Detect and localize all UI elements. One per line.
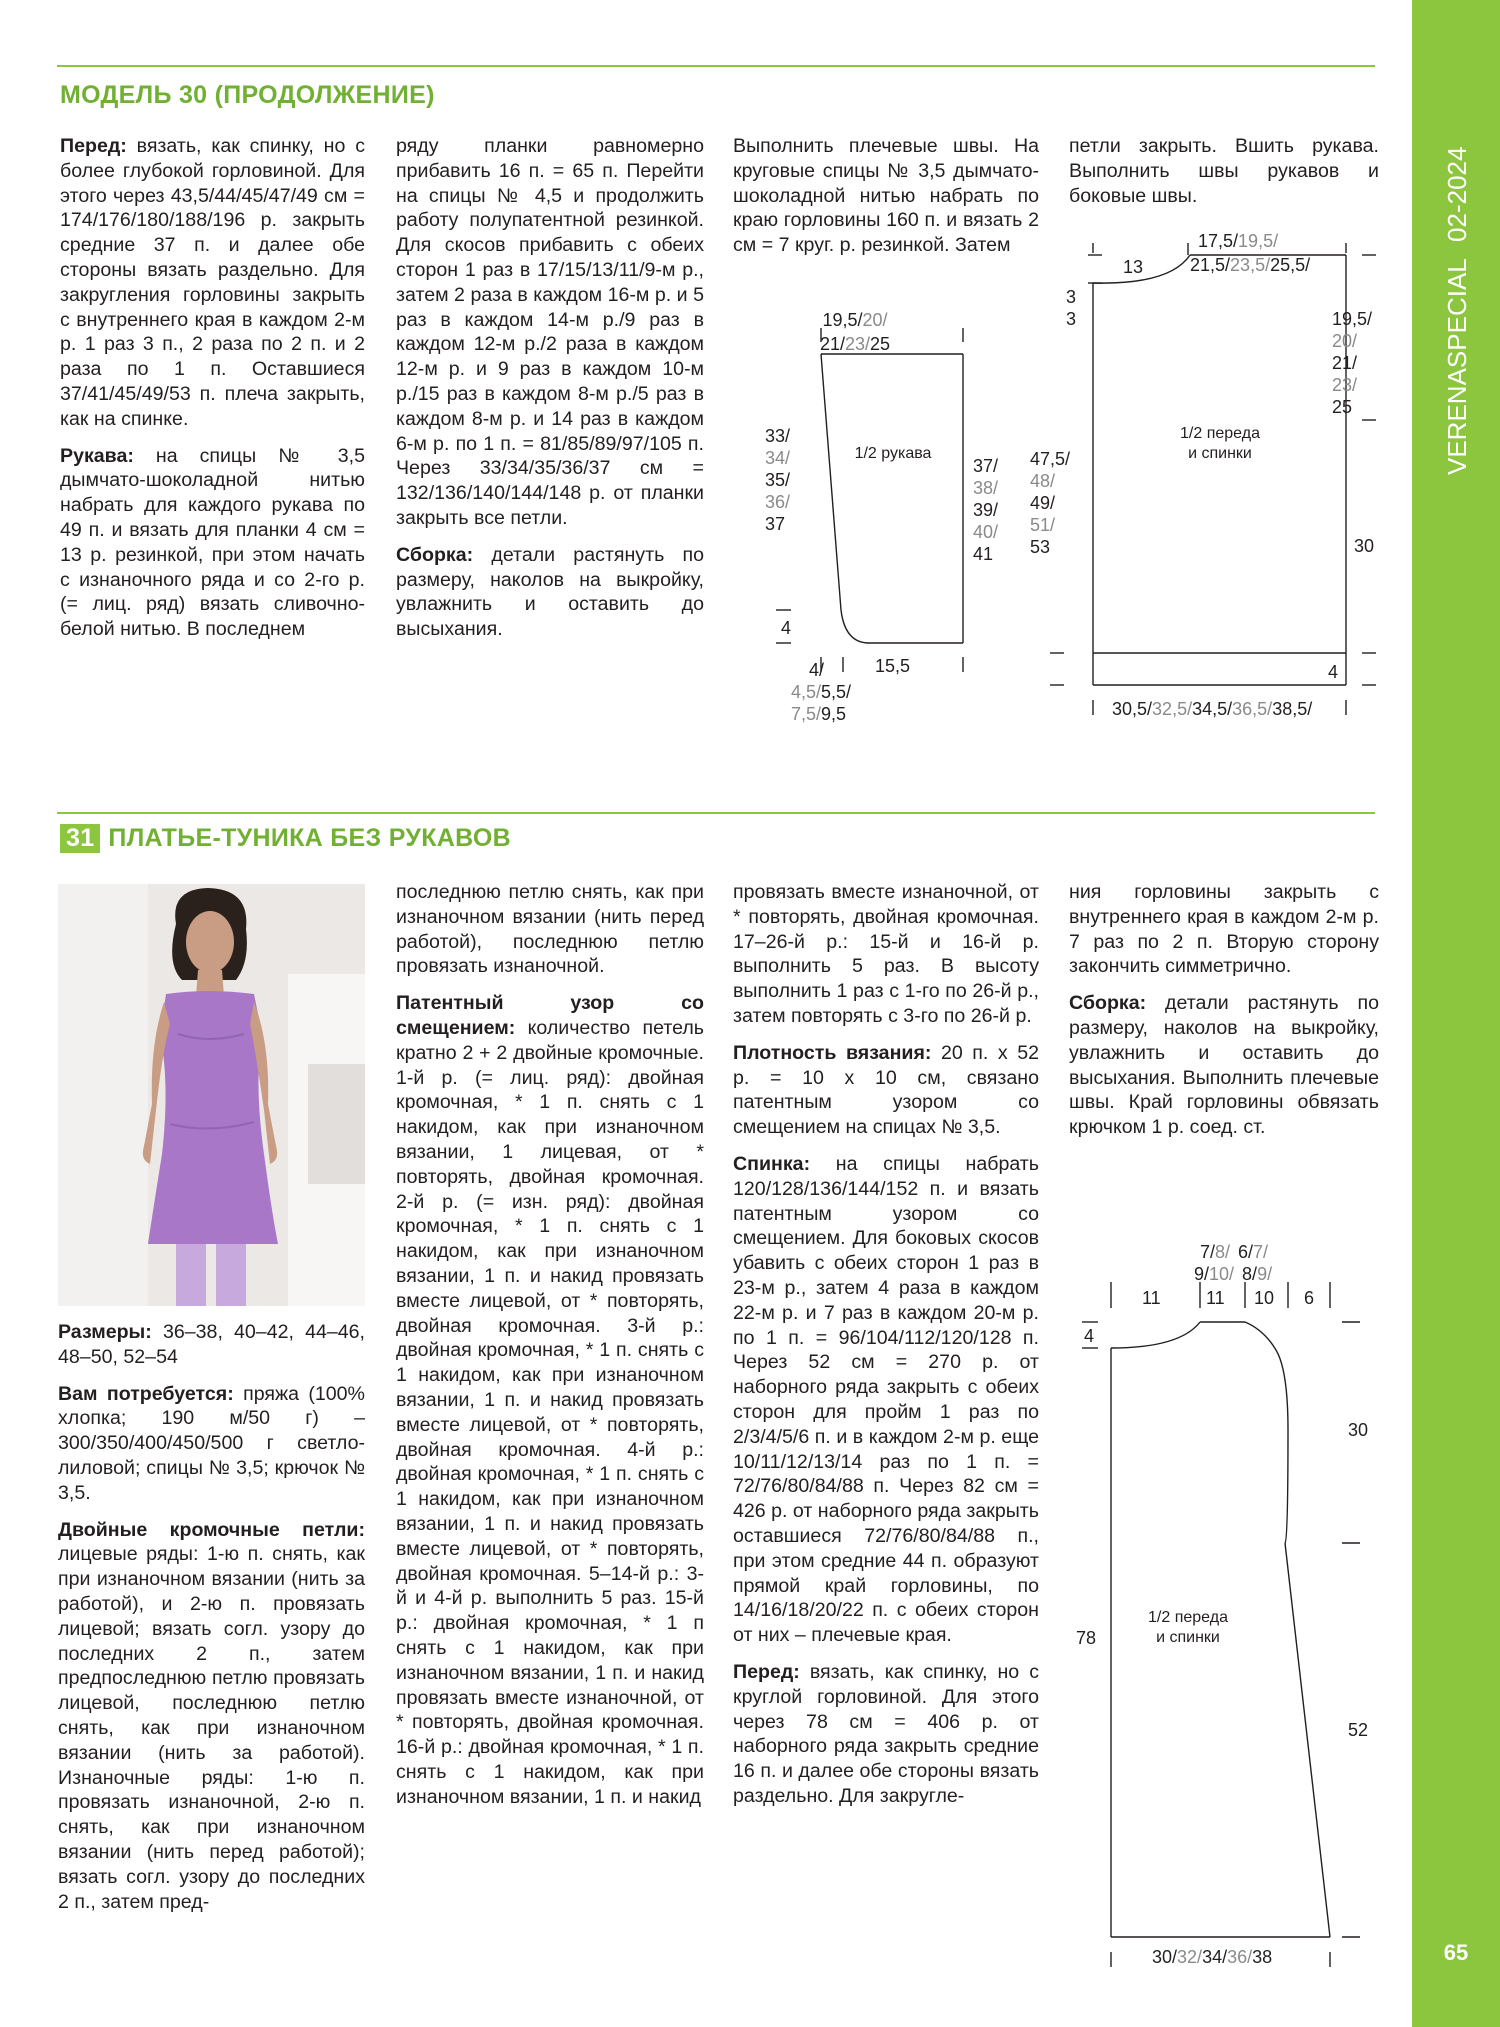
paragraph-text: 36–38, 40–42, 44–46, 48–50, 52–54	[58, 1321, 365, 1368]
svg-text:19,5/20/	[822, 310, 887, 330]
paragraph-heading: Перед:	[60, 135, 127, 157]
paragraph-heading: Рукава:	[60, 444, 134, 467]
body-right-size: 21/	[1332, 353, 1358, 373]
svg-text:30/32/34/36/38	[1152, 1947, 1272, 1967]
paragraph	[733, 1660, 1039, 1809]
sleeve-right-size: 37/	[973, 456, 999, 476]
paragraph-text: последнюю петлю снять, как при изнаночном вязании (нить перед работой), последнюю петлю провязать изнаночной.	[396, 881, 704, 978]
sleeve-top-val-5: 25	[870, 334, 891, 354]
sleeve-left-size: 36/	[765, 492, 791, 512]
brand-name: VERENASPECIAL	[1442, 259, 1472, 475]
paragraph	[1069, 134, 1379, 208]
body-label-1: 1/2 переда	[1180, 425, 1260, 442]
paragraph-text: ряду планки равномерно прибавить 16 п. = 65 п. Перейти на спицы № 4,5 и продолжить работу полупатентной резинкой. Для скосов прибавить с обеих сторон 1 раз в 17/15/13/11/9-м р., затем 2 раза в каждом 16-м р. и 5 раз в каждом 14-м р./9 раз в каждом 12-м р./2 раза в каждом 12-м р. и 9 раз в каждом 10-м р./15 раз в каждом 8-м р./5 раз в каждом 8-м р. и 14 раз в каждом 6-м р. по 1 п. = 81/85/89/97/105 п. Через 33/34/35/36/37 см = 132/136/140/144/148 р. от планки закрыть все петли.	[396, 135, 704, 529]
paragraph	[1069, 880, 1379, 979]
paragraph	[60, 134, 365, 432]
dress-right-lower: 52	[1348, 1720, 1369, 1740]
paragraph	[396, 991, 704, 1809]
body-left-size: 49/	[1030, 493, 1056, 513]
body-bottom-b: 32,5/	[1152, 699, 1193, 719]
dress-schematic	[1070, 1240, 1400, 1970]
sleeve-bottom-left-3a: 7,5/	[791, 704, 822, 724]
model31-column-1	[58, 1320, 365, 1926]
paragraph-text: вязать, как спинку, но с более глубокой горловиной. Для этого через 43,5/44/45/47/49 см = 174/176/180/188/196 р. закрыть средние 37 п. и далее обе стороны вязать раздельно. Для закругления горловины закрыть с внутреннего края в каждом 2-м р. 1 раз 3 п., 2 раза по 2 п. и 2 раза по 1 п. Оставшиеся 37/41/45/49/53 п. плеча закрыть, как на спинке.	[60, 135, 365, 430]
body-neck-depth-2: 3	[1066, 309, 1077, 329]
body-top-r1a: 17,5/	[1198, 231, 1239, 251]
sleeve-bottom-left-2b: 5,5/	[821, 682, 852, 702]
paragraph-text: 20 п. х 52 р. = 10 х 10 см, связано патентным узором со смещением на спицах № 3,5.	[733, 1041, 1039, 1139]
sleeve-top-val-1: 19,5/	[822, 310, 863, 330]
paragraph	[733, 1152, 1039, 1648]
body-left-size: 47,5/	[1030, 449, 1071, 469]
dress-label-1: 1/2 переда	[1148, 1609, 1228, 1626]
paragraph-text: провязать вместе изнаночной, от * повторять, двойная кромочная. 17–26-й р.: 15-й и 16-й р. выполнить 5 раз. В высоту выполнить 1 раз с 1-го по 26-й р., затем повторять с 3-го по 26-й р.	[733, 881, 1039, 1027]
dress-top-10: 10	[1254, 1288, 1275, 1308]
body-top-r2a: 21,5/	[1190, 255, 1231, 275]
paragraph-heading: Патентный узор со смещением:	[396, 992, 704, 1039]
sleeve-left-size: 37	[765, 514, 786, 534]
paragraph-text: детали растянуть по размеру, наколов на выкройку, увлажнить и оставить до высыхания. Выполнить плечевые швы. Край горловины обвязать крючком 1 р. соед. ст.	[1069, 992, 1379, 1139]
mid-divider	[57, 812, 1375, 814]
paragraph-text: ния горловины закрыть с внутреннего края в каждом 2-м р. 7 раз по 2 п. Вторую сторону закончить симметрично.	[1069, 881, 1379, 978]
body-top-r2c: 25,5/	[1270, 255, 1311, 275]
dress-bottom-d: 36/	[1227, 1947, 1253, 1967]
sleeve-left-size: 34/	[765, 448, 791, 468]
sleeve-left-edge	[821, 354, 841, 610]
body-neck-depth-1: 3	[1066, 287, 1077, 307]
paragraph-text: детали растянуть по размеру, наколов на выкройку, увлажнить и оставить до высыхания.	[396, 543, 704, 641]
paragraph	[733, 134, 1039, 258]
dress-right-upper: 30	[1348, 1420, 1369, 1440]
section-title: МОДЕЛЬ 30 (ПРОДОЛЖЕНИЕ)	[60, 81, 435, 109]
paragraph	[58, 1382, 365, 1506]
paragraph-heading: Перед:	[733, 1660, 800, 1683]
model30-column-2	[396, 134, 704, 654]
paragraph-heading: Размеры:	[58, 1321, 152, 1343]
paragraph	[1069, 991, 1379, 1140]
model-number-badge: 31	[60, 824, 100, 853]
body-bottom-d: 36,5/	[1232, 699, 1273, 719]
svg-text:7/8/6/7/	[1200, 1242, 1268, 1262]
svg-text:VERENASPECIAL 02-2024	[1442, 147, 1472, 475]
dress-top-11b: 11	[1206, 1288, 1225, 1308]
body-left-size: 48/	[1030, 471, 1056, 491]
dress-armhole	[1245, 1322, 1288, 1543]
sleeve-right-size: 40/	[973, 522, 999, 542]
dress-top-2c: 8/	[1242, 1264, 1258, 1284]
paragraph	[396, 134, 704, 531]
body-right-lower: 30	[1354, 536, 1375, 556]
paragraph-text: на спицы набрать 120/128/136/144/152 п. и вязать патентным узором со смещением. Для боковых скосов убавить с обеих сторон 1 раз в 23-м р., затем 4 раза в каждом 22-м р. и 7 раз в каждом 20-м р. по 1 п. = 96/104/112/120/128 п. Через 52 см = 270 р. от наборного ряда закрыть с обеих сторон для пройм 1 раз по 2/3/4/5/6 п. и в каждом 2-м р. еще 10/11/12/13/14 раз по 1 п. = 72/76/80/84/88 п. Через 82 см = 426 р. от наборного ряда закрыть оставшиеся 72/76/80/84/88 п., при этом средние 44 п. образуют прямой край горловины, по 14/16/18/20/22 п. с обеих сторон от них – плечевые края.	[733, 1152, 1039, 1647]
top-divider	[57, 65, 1375, 67]
dress-label-2: и спинки	[1156, 1629, 1220, 1646]
model30-column-1	[60, 134, 365, 654]
body-bottom-a: 30,5/	[1112, 699, 1153, 719]
page-number: 65	[1443, 1940, 1469, 1965]
paragraph	[396, 543, 704, 642]
paragraph-heading: Спинка:	[733, 1152, 811, 1175]
body-schematic	[1020, 225, 1390, 730]
svg-text:4,5/5,5/	[791, 682, 851, 702]
model30-column-3	[733, 134, 1039, 270]
dress-top-6: 6	[1304, 1288, 1315, 1308]
paragraph-text: на спицы № 3,5 дымчато-шоколадной нитью набрать для каждого рукава по 49 п. и вязать для планки 4 см = 13 р. резинкой, при этом начать с изнаночного ряда и со 2-го р. (= лиц. ряд) вязать сливочно-белой нитью. В последнем	[60, 444, 365, 641]
sleeve-cuff-curve	[841, 610, 869, 643]
svg-text:21,5/23,5/25,5/	[1190, 255, 1310, 275]
dress-top-1d: 7/	[1253, 1242, 1269, 1262]
paragraph-text: вязать, как спинку, но с круглой горловиной. Для этого через 78 см = 406 р. от наборного ряда закрыть средние 16 п. и далее обе стороны вязать раздельно. Для закругле-	[733, 1660, 1039, 1807]
body-left-size: 51/	[1030, 515, 1056, 535]
body-label-2: и спинки	[1188, 445, 1252, 462]
model-photo	[58, 884, 365, 1306]
body-bottom-e: 38,5/	[1272, 699, 1313, 719]
body-top-left: 13	[1123, 257, 1144, 277]
dress-bottom-b: 32/	[1177, 1947, 1203, 1967]
paragraph	[60, 444, 365, 642]
sleeve-right-size: 39/	[973, 500, 999, 520]
dress-neck-depth: 4	[1084, 1326, 1095, 1346]
paragraph-text: пряжа (100% хлопка; 190 м/50 г) – 300/350/400/450/500 г светло-лиловой; спицы № 3,5; крючок № 3,5.	[58, 1382, 365, 1504]
model31-column-3	[733, 880, 1039, 1821]
body-top-r1b: 19,5/	[1238, 231, 1279, 251]
dress-top-2d: 9/	[1257, 1264, 1273, 1284]
dress-side-edge	[1285, 1543, 1330, 1937]
body-top-r2b: 23,5/	[1230, 255, 1271, 275]
model31-column-4	[1069, 880, 1379, 1152]
dress-top-1a: 7/	[1200, 1242, 1216, 1262]
sleeve-bottom-right: 15,5	[875, 656, 911, 676]
svg-text:9/10/8/9/	[1194, 1264, 1272, 1284]
paragraph	[733, 880, 1039, 1029]
dress-top-11a: 11	[1142, 1288, 1161, 1308]
paragraph-heading: Плотность вязания:	[733, 1041, 932, 1064]
dress-top-1b: 8/	[1215, 1242, 1231, 1262]
svg-text:17,5/19,5/	[1198, 231, 1278, 251]
svg-text:30,5/32,5/34,5/36,5/38,5/	[1112, 699, 1312, 719]
body-right-size: 20/	[1332, 331, 1358, 351]
paragraph-text: петли закрыть. Вшить рукава. Выполнить швы рукавов и боковые швы.	[1069, 135, 1379, 207]
svg-text:7,5/9,5	[791, 704, 846, 724]
paragraph-heading: Вам потребуется:	[58, 1382, 234, 1405]
dress-bottom-e: 38	[1252, 1947, 1273, 1967]
paragraph-heading: Сборка:	[1069, 992, 1147, 1015]
dress-left-length: 78	[1076, 1628, 1097, 1648]
sleeve-bottom-left-3b: 9,5	[821, 704, 847, 724]
sleeve-left-size: 33/	[765, 426, 791, 446]
sleeve-cuff-height: 4	[781, 618, 792, 638]
sleeve-top-val-3: 21/	[819, 334, 845, 354]
sleeve-right-size: 41	[973, 544, 994, 564]
paragraph	[58, 1518, 365, 1915]
body-right-size: 23/	[1332, 375, 1358, 395]
dress-bottom-c: 34/	[1202, 1947, 1228, 1967]
body-hem: 4	[1328, 662, 1339, 682]
sleeve-bottom-left-2a: 4,5/	[791, 682, 822, 702]
issue-number: 02-2024	[1442, 146, 1472, 242]
dress-bottom-a: 30/	[1152, 1947, 1178, 1967]
sleeve-label: 1/2 рукава	[854, 445, 932, 462]
dress-neckline	[1111, 1322, 1200, 1348]
body-bottom-c: 34,5/	[1192, 699, 1233, 719]
sleeve-bottom-left-1: 4/	[809, 660, 825, 680]
dress-top-2b: 10/	[1209, 1264, 1235, 1284]
body-right-size: 19,5/	[1332, 309, 1373, 329]
paragraph-text: Выполнить плечевые швы. На круговые спицы № 3,5 дымчато-шоколадной нитью набрать по краю горловины 160 п. и вязать 2 см = 7 круг. р. резинкой. Затем	[733, 135, 1039, 257]
sleeve-left-size: 35/	[765, 470, 791, 490]
sleeve-top-val-4: 23/	[844, 334, 871, 354]
body-right-size: 25	[1332, 397, 1353, 417]
dress-top-1c: 6/	[1238, 1242, 1254, 1262]
model31-column-2	[396, 880, 704, 1821]
paragraph-heading: Двойные кромочные петли:	[58, 1518, 365, 1541]
paragraph	[396, 880, 704, 979]
model31-title-text: ПЛАТЬЕ-ТУНИКА БЕЗ РУКАВОВ	[108, 824, 511, 852]
paragraph-heading: Сборка:	[396, 543, 474, 566]
dress-top-2a: 9/	[1194, 1264, 1210, 1284]
sleeve-top-val-2: 20/	[862, 310, 888, 330]
sleeve-schematic	[733, 300, 999, 730]
paragraph	[58, 1320, 365, 1370]
paragraph-text: лицевые ряды: 1-ю п. снять, как при изнаночном вязании (нить за работой), и 2-ю п. провязать лицевой; вязать согл. узору до последних 2 п., затем предпоследнюю петлю провязать лицевой, последнюю петлю снять, как при изнаночном вязании (нить за работой). Изнаночные ряды: 1-ю п. провязать изнаночной, 2-ю п. снять, как при изнаночном вязании (нить перед работой); вязать согл. узору до последних 2 п., затем пред-	[58, 1543, 365, 1913]
paragraph-text: количество петель кратно 2 + 2 двойные кромочные. 1-й р. (= лиц. ряд): двойная кромочная, * 1 п. снять с 1 накидом, как при изнаночном вязании, 1 лицевая, от * повторять, двойная кромочная. 2-й р. (= изн. ряд): двойная кромочная, * 1 п. снять с 1 накидом, как при изнаночном вязании, 1 п. и накид провязать вместе лицевой, от * повторять, двойная кромочная. 3-й р.: двойная кромочная, * 1 п. снять с 1 накидом, как при изнаночном вязании, 1 п. и накид провязать вместе лицевой, от * повторять, двойная кромочная. 4-й р.: двойная кромочная, * 1 п. снять с 1 накидом, как при изнаночном вязании, 1 п. и накид провязать вместе лицевой, от * повторять, двойная кромочная. 5–14-й р.: 3-й и 4-й р. выполнить 5 раз. 15-й р.: двойная кромочная, * 1 п снять с 1 накидом, как при изнаночном вязании, 1 п. и накид провязать вместе изнаночной, от * повторять, двойная кромочная. 16-й р.: двойная кромочная, * 1 п. снять с 1 накидом, как при изнаночном вязании, 1 п. и накид	[396, 1016, 704, 1808]
model31-title	[60, 824, 511, 853]
body-left-size: 53	[1030, 537, 1051, 557]
svg-text:21/23/25	[820, 334, 890, 354]
sleeve-right-size: 38/	[973, 478, 999, 498]
model30-column-4	[1069, 134, 1379, 220]
magazine-brand	[1426, 60, 1486, 480]
paragraph	[733, 1041, 1039, 1140]
